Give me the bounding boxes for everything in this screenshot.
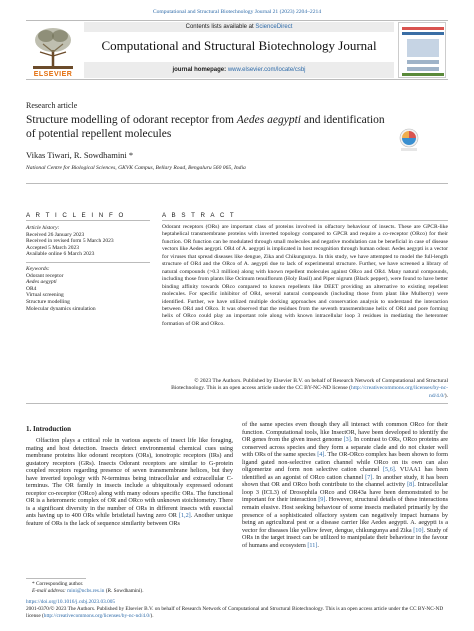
elsevier-tree-logo: [28, 22, 78, 78]
sciencedirect-link[interactable]: ScienceDirect: [255, 24, 293, 30]
history-item: Accepted 5 March 2023: [26, 244, 79, 251]
citation-link[interactable]: [10]: [413, 526, 424, 534]
intro-text: . Another unique feature of ORs is the lack of sequence similarity between ORs: [26, 512, 233, 528]
email-line: [32, 588, 232, 595]
citation-link[interactable]: [7]: [365, 473, 373, 481]
article-type: Research article: [26, 101, 78, 110]
intro-text: .: [317, 541, 319, 549]
journal-citation[interactable]: Computational and Structural Biotechnology Journal 21 (2023) 2204–2214: [152, 9, 322, 15]
history-item: Available online 6 March 2023: [26, 251, 95, 258]
title-part-1: Structure modelling of odorant receptor from: [26, 114, 237, 126]
divider: [26, 183, 448, 184]
issn-text: 2001-0370/© 2023 The Authors. Published by Elsevier B.V. on behalf of Research Network of Computational and Structural Biotechnology. This is an open access article under the CC BY-NC-ND license (: [26, 606, 444, 619]
intro-left-column: [26, 437, 233, 528]
intro-text: . Study of ORs in the target insect can be utilized to manipulate their behaviour in the favour of humans and ecosystem: [242, 526, 448, 549]
intro-text: . Intracellular loop 3 (ICL3) of Drosophila ORco and OR43a have been demonstrated to be important for their interaction: [242, 481, 449, 504]
keyword-item: Aedes aegypti: [26, 279, 57, 286]
keywords: [26, 266, 150, 312]
contents-prefix: Contents lists available at: [185, 24, 256, 30]
check-for-updates-icon[interactable]: [398, 128, 420, 152]
intro-text: . VUAA1 has been identified as an agonist of ORco cation channel: [242, 466, 448, 481]
intro-text: . In another study, it has been shown that OR and ORco both contribute to the channel activity: [242, 473, 448, 489]
history-item: Received 26 January 2023: [26, 231, 85, 238]
citation-link[interactable]: [9]: [318, 496, 326, 504]
issn-license-link[interactable]: http://creativecommons.org/licenses/by-nc-nd/4.0/: [43, 612, 151, 619]
copyright-end: ).: [444, 392, 448, 399]
doi-line: [26, 599, 448, 606]
citation-link[interactable]: [1,2]: [178, 512, 191, 520]
article-info-heading: A R T I C L E I N F O: [26, 212, 126, 219]
homepage-bar: [84, 62, 394, 78]
title-part-2: and identification of potential repellent molecules: [26, 114, 385, 140]
journal-title: Computational and Structural Biotechnology Journal: [101, 38, 377, 53]
authors: Vikas Tiwari, R. Sowdhamini *: [26, 150, 134, 160]
intro-text: of the same species even though they all interact with common ORco for their function. Computational tools, like InsectOR, have been developed to identify the OR genes from the given insect genome: [242, 421, 448, 444]
history-item: Received in revised form 5 March 2023: [26, 238, 114, 245]
intro-text: . However, structural details of these interactions remain elusive. Host seeking behaviour of some insects mediated primarily by the presence of a sophisticated olfactory system can negatively impact humans by being an agricultural pest or a disease carrier like Aedes aegypti. A. aegypti is a vector for diseases like yellow fever, dengue, chikungunya and Zika: [242, 496, 448, 534]
journal-cover-thumbnail: [398, 22, 446, 78]
article-title: [26, 113, 386, 141]
issn-license-line: [26, 606, 448, 619]
introduction-heading: 1. Introduction: [26, 425, 71, 433]
keyword-item: Structure modelling: [26, 298, 70, 305]
email-label: E-mail address:: [32, 588, 68, 594]
homepage-label: journal homepage:: [172, 67, 228, 73]
email-name: (R. Sowdhamini).: [104, 588, 144, 594]
divider: [162, 220, 448, 221]
doi-link[interactable]: https://doi.org/10.1016/j.csbj.2023.03.005: [26, 599, 116, 605]
citation-link[interactable]: [11]: [307, 541, 318, 549]
homepage-link[interactable]: www.elsevier.com/locate/csbj: [227, 67, 306, 73]
license-link[interactable]: http://creativecommons.org/licenses/by-nc-nd/4.0/: [351, 385, 448, 399]
abstract-heading: A B S T R A C T: [162, 212, 236, 219]
footnote-divider: [26, 578, 86, 579]
citation-link[interactable]: [3]: [343, 436, 351, 444]
elsevier-wordmark: ELSEVIER: [33, 71, 73, 78]
divider: [26, 403, 448, 404]
citation-link[interactable]: [8]: [407, 481, 415, 489]
intro-text: . In contrast to ORs, ORco proteins are conserved across species and they form a separate clade and do not cluster well with ORs of the same species: [242, 436, 448, 459]
keyword-item: OR4: [26, 285, 37, 292]
keyword-item: Odorant receptor: [26, 272, 64, 279]
intro-right-column: [242, 421, 448, 549]
divider: [26, 262, 150, 263]
issn-end: ).: [150, 612, 154, 619]
history-label: Article history:: [26, 225, 60, 231]
abstract-copyright: [162, 378, 448, 400]
contents-bar: [84, 22, 394, 32]
citation-link[interactable]: [5,6]: [383, 466, 395, 474]
corresponding-author: * Corresponding author.: [32, 581, 84, 587]
title-italic: Aedes aegypti: [236, 114, 301, 126]
abstract-text: Odorant receptors (ORs) are important class of proteins involved in olfactory behaviour of insects. These are GPCR-like heptahelical transmembrane proteins with inverted topology compared to GPCR and require a co-receptor (ORco) for their function. OR function can be modulated through small molecules and negative modulation can be beneficial in case of disease vectors like Aedes aegypti. OR4 of A. aegypti is implicated in host recognition through human odour. Aedes aegypti is a vector for viruses that spread diseases like dengue, Zika and Chikungunya. In this study, we have attempted to model the full-length structure of OR4 and the ORco of A. aegypti due to lack of experimental structure. Further, we have screened a library of natural compounds (>0.3 million) along with known repellent molecules against ORco and OR4. Many natural compounds, including those from plants like Ocimum tenuiflorum (Holy Basil) and Piper nigrum (Black pepper), were found to have better binding affinity towards ORco compared to known repellents like DEET providing an alternative to existing repellent molecules. For specific inhibitor of OR4, several natural compounds (including those from plant like Mulberry) were identified. Further, we have utilized multiple docking approaches and conservation analysis to understand the interaction between OR4 and ORco. It was observed that the residues from the seventh transmembrane helix of OR4 and pore forming helix of ORco could play an important role along with known intracellular loop 3 residues in mediating the heteromer formation of OR and ORco.: [162, 224, 448, 327]
affiliation: National Centre for Biological Sciences, GKVK Campus, Bellary Road, Bengaluru 560 065, India: [26, 165, 246, 171]
keyword-item: Virtual screening: [26, 292, 64, 299]
email-link[interactable]: mini@ncbs.res.in: [67, 588, 105, 594]
citation-link[interactable]: [4]: [317, 451, 325, 459]
divider: [26, 220, 150, 221]
article-history: [26, 225, 150, 258]
intro-text: Olfaction plays a critical role in various aspects of insect life like foraging, mating and host detection. Insects detect environmental chemical cues using membrane proteins like odorant receptors (ORs), ionotropic receptors (IRs) and gustatory receptors (GRs). Insects Odorant receptors are similar to G-protein coupled receptors regarding presence of seven transmembrane helices, but they have inverted topology with N-terminus being intracellular and extracellular C-terminus. The OR family in insects include a ubiquitously expressed odorant receptor co-receptor (ORco) along with many odours specific ORs. The functional OR is a heteromeric complex of OR and ORco with unknown stoichiometry. There is a significant diversity in the number of ORs in different insects with eusocial ants having up to 400 ORs while bristletail having zero OR: [26, 437, 233, 520]
intro-text: . The OR-ORco complex has been shown to form ligand gated non-selective cation channel while ORco on its own can also oligomerize and form non selective cation channel: [242, 451, 448, 474]
keywords-label: Keywords:: [26, 266, 50, 272]
copyright-text: © 2023 The Authors. Published by Elsevier B.V. on behalf of Research Network of Computational and Structural Biotechnology. This is an open access article under the CC BY-NC-ND license (: [171, 378, 448, 392]
keyword-item: Molecular dynamics simulation: [26, 305, 96, 312]
